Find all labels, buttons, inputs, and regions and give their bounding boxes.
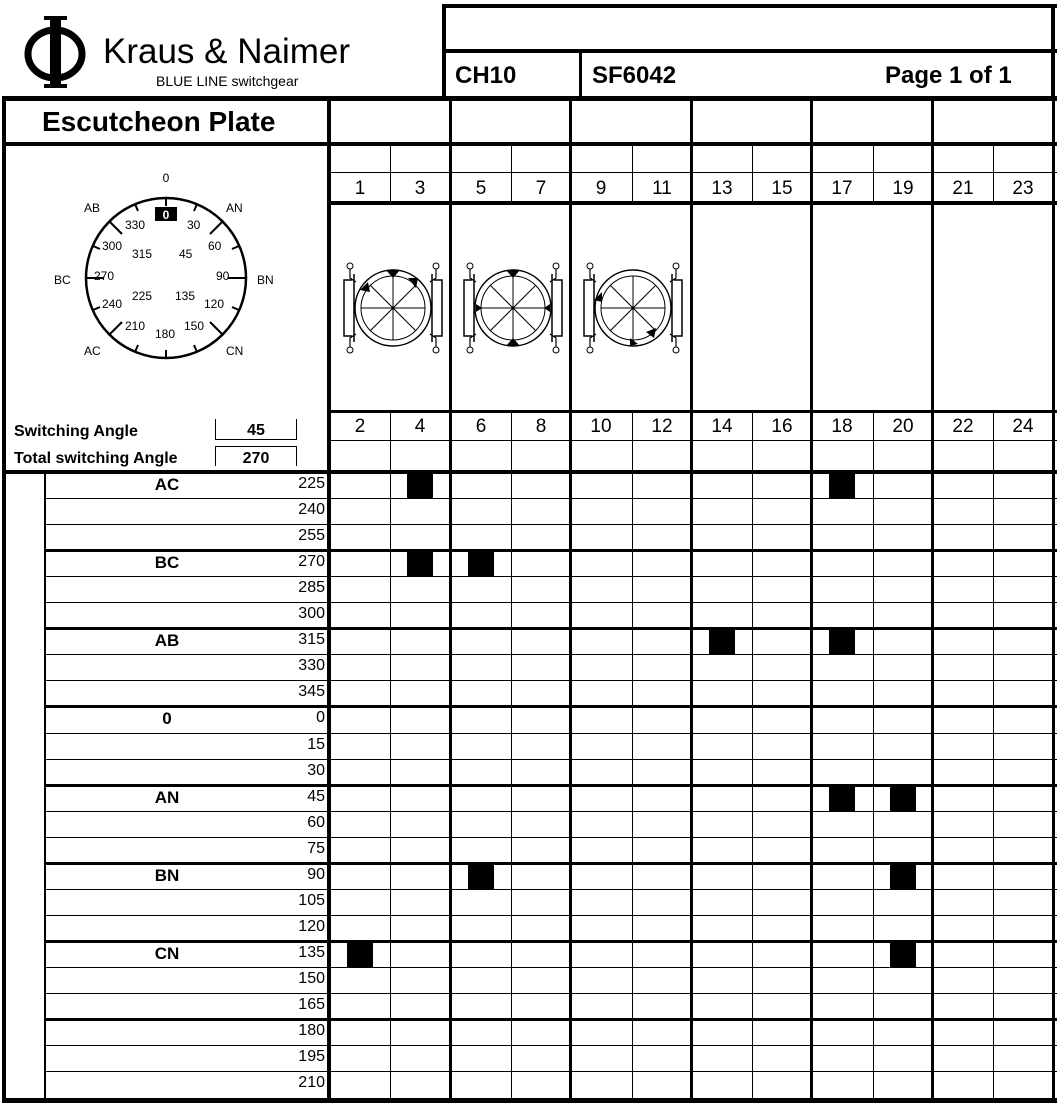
contact-number-bottom: 6: [475, 416, 487, 437]
position-label: BC: [154, 553, 180, 572]
dial-num: 45: [179, 247, 193, 261]
dial-top-label: 0: [162, 171, 170, 185]
angle-value: 345: [298, 683, 325, 700]
angle-value: 270: [298, 553, 325, 570]
switching-angle-label: Switching Angle: [14, 423, 138, 440]
dial-label-bn: BN: [257, 273, 274, 287]
angle-value: 0: [316, 709, 325, 726]
contact-closed-mark: [407, 551, 433, 576]
angle-value: 330: [298, 657, 325, 674]
angle-value: 105: [298, 892, 325, 909]
angle-value: 315: [298, 631, 325, 648]
contact-number-bottom: 16: [771, 416, 793, 437]
dial-num: 315: [132, 247, 153, 261]
position-label: 0: [162, 709, 172, 728]
dial-num: 330: [125, 218, 146, 232]
angle-value: 180: [298, 1022, 325, 1039]
contact-closed-mark: [829, 473, 855, 498]
dial-label-ac: AC: [84, 344, 101, 358]
angle-value: 165: [298, 996, 325, 1013]
position-label: AN: [154, 788, 180, 807]
contact-number-top: 21: [952, 178, 974, 199]
contact-closed-mark: [829, 786, 855, 811]
series-code: CH10: [455, 62, 517, 89]
angle-value: 60: [307, 814, 325, 831]
contact-closed-mark: [890, 864, 916, 889]
contact-number-top: 5: [475, 178, 487, 199]
position-label: AC: [154, 475, 180, 494]
angle-value: 210: [298, 1074, 325, 1091]
dial-num: 270: [94, 269, 115, 283]
contact-number-top: 17: [831, 178, 853, 199]
total-switching-angle-value: 270: [215, 446, 297, 466]
contact-number-bottom: 24: [1012, 416, 1034, 437]
contact-number-top: 9: [595, 178, 607, 199]
dial-num: 90: [216, 269, 230, 283]
contact-closed-mark: [890, 786, 916, 811]
position-label: BN: [154, 866, 180, 885]
contact-number-top: 19: [892, 178, 914, 199]
contact-closed-mark: [407, 473, 433, 498]
page-indicator: Page 1 of 1: [885, 62, 1012, 89]
contact-number-bottom: 14: [711, 416, 733, 437]
kn-logo-icon: [22, 12, 92, 92]
contact-number-top: 11: [652, 178, 672, 199]
contact-closed-mark: [468, 864, 494, 889]
dial-label-cn: CN: [226, 344, 244, 358]
dial-num: 120: [204, 297, 225, 311]
dial-num: 210: [125, 319, 146, 333]
dial-num: 30: [187, 218, 201, 232]
dial-num: 300: [102, 239, 123, 253]
brand-subtitle: BLUE LINE switchgear: [156, 73, 299, 89]
dial-num: 225: [132, 289, 153, 303]
angle-value: 135: [298, 944, 325, 961]
contact-number-top: 3: [414, 178, 426, 199]
contact-closed-mark: [709, 629, 735, 654]
dial-num: 180: [155, 327, 176, 341]
dial-num: 60: [208, 239, 222, 253]
contact-diagram: [336, 258, 691, 358]
brand-name: Kraus & Naimer: [103, 32, 351, 71]
contact-number-top: 13: [711, 178, 733, 199]
switching-angle-value: 45: [215, 419, 297, 440]
angle-value: 225: [298, 475, 325, 492]
contact-number-bottom: 8: [535, 416, 547, 437]
escutcheon-dial: [46, 160, 296, 370]
angle-value: 90: [307, 866, 325, 883]
contact-number-top: 1: [354, 178, 366, 199]
angle-value: 300: [298, 605, 325, 622]
contact-number-bottom: 2: [354, 416, 366, 437]
dial-num: 150: [184, 319, 205, 333]
dial-label-an: AN: [226, 201, 243, 215]
contact-closed-mark: [468, 551, 494, 576]
contact-number-top: 23: [1012, 178, 1034, 199]
dial-selected-position: 0: [162, 208, 170, 222]
dial-num: 135: [175, 289, 196, 303]
angle-value: 255: [298, 527, 325, 544]
angle-value: 120: [298, 918, 325, 935]
angle-value: 240: [298, 501, 325, 518]
angle-value: 195: [298, 1048, 325, 1065]
dial-label-ab: AB: [84, 201, 101, 215]
position-label: CN: [154, 944, 180, 963]
contact-closed-mark: [829, 629, 855, 654]
contact-number-bottom: 12: [651, 416, 673, 437]
contact-number-bottom: 18: [831, 416, 853, 437]
dial-label-bc: BC: [54, 273, 71, 287]
contact-number-top: 15: [771, 178, 793, 199]
angle-value: 285: [298, 579, 325, 596]
contact-closed-mark: [890, 942, 916, 967]
contact-number-bottom: 22: [952, 416, 974, 437]
angle-value: 75: [307, 840, 325, 857]
contact-number-top: 7: [535, 178, 547, 199]
angle-value: 150: [298, 970, 325, 987]
position-label: AB: [154, 631, 180, 650]
angle-value: 30: [307, 762, 325, 779]
contact-number-bottom: 20: [892, 416, 914, 437]
contact-number-bottom: 4: [414, 416, 426, 437]
part-number: SF6042: [592, 62, 677, 89]
dial-num: 240: [102, 297, 123, 311]
contact-number-bottom: 10: [590, 416, 612, 437]
total-switching-angle-label: Total switching Angle: [14, 450, 178, 467]
angle-value: 45: [307, 788, 325, 805]
contact-closed-mark: [347, 942, 373, 967]
escutcheon-title: Escutcheon Plate: [42, 106, 276, 137]
angle-value: 15: [307, 736, 325, 753]
